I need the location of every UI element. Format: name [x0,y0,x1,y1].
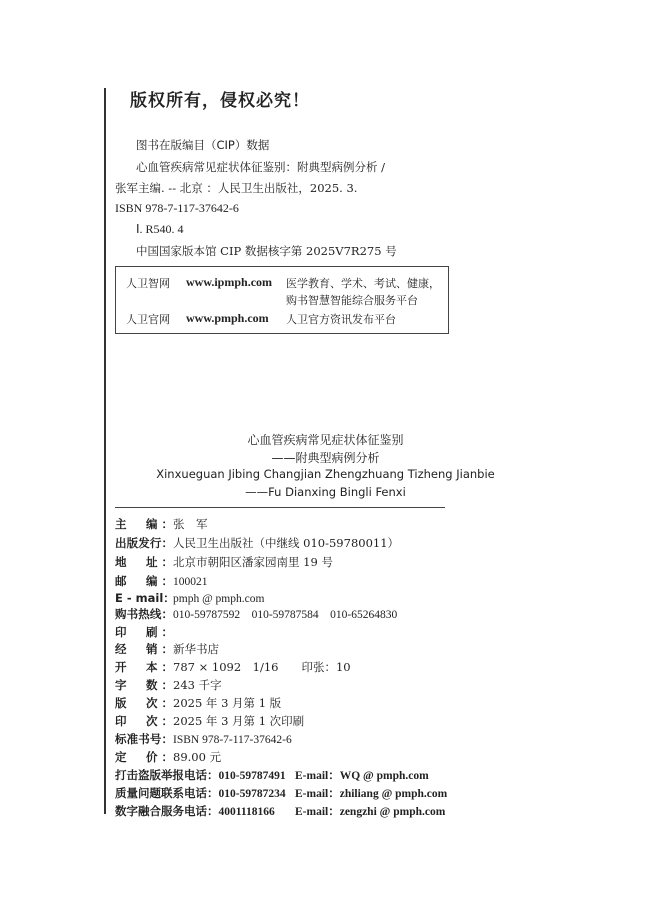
service-name: 人卫官网 [126,313,170,326]
info-value: 北京市朝阳区潘家园南里 19 号 [173,555,333,569]
contact-label: 打击盗版举报电话： [115,768,219,782]
contact-row-quality [115,785,455,801]
info-label: 印 刷： [115,625,173,639]
service-box [115,266,449,334]
info-value: 人民卫生出版社（中继线 010-59780011） [173,536,400,550]
book-subtitle: ——附典型病例分析 [271,451,380,465]
service-name: 人卫智网 [126,277,170,290]
info-value: 89.00 元 [173,750,222,764]
info-divider [115,507,445,508]
info-row-publisher [115,535,399,551]
info-row-format [115,659,351,675]
info-value: 2025 年 3 月第 1 次印刷 [173,714,305,728]
contact-phone: 010-59787491 [218,770,286,782]
info-row-printing [115,713,304,729]
info-label: 出版发行： [115,536,173,550]
info-label: 印 次： [115,714,173,728]
info-value: 2025 年 3 月第 1 版 [173,696,282,710]
book-title: 心血管疾病常见症状体征鉴别 [247,433,404,447]
info-label: 开 本： [115,660,173,674]
info-row-distributor [115,641,219,657]
contact-email[interactable]: E-mail：zengzhi @ pmph.com [295,806,446,818]
info-value: ISBN 978-7-117-37642-6 [173,734,292,746]
info-row-hotline [115,606,397,622]
info-label: 定 价： [115,750,173,764]
cip-line: 中国国家版本馆 CIP 数据核字第 2025V7R275 号 [136,244,397,258]
copyright-notice: 版权所有，侵权必究！ [130,91,310,111]
info-row-postcode [115,573,208,589]
contact-label: 质量问题联系电话： [115,786,219,800]
info-row-edition [115,695,281,711]
contact-phone: 010-59787234 [218,788,286,800]
info-value: 100021 [173,576,208,588]
service-url[interactable]: www.ipmph.com [186,275,273,289]
service-desc: 人卫官方资讯发布平台 [286,313,396,326]
info-row-isbn [115,731,292,747]
info-label: 标准书号： [115,732,173,746]
pinyin-subtitle: ——Fu Dianxing Bingli Fenxi [245,485,406,499]
info-row-price [115,749,221,765]
cip-line: 张军主编. -- 北京 ：人民卫生出版社，2025. 3. [115,181,358,195]
service-desc: 医学教育、学术、考试、健康， [286,277,440,290]
contact-label: 数字融合服务电话： [115,804,219,818]
info-label: 字 数： [115,678,173,692]
info-row-printer [115,624,173,640]
info-label: 地 址： [115,555,173,569]
info-label: E - mail： [115,591,175,605]
info-label: 邮 编： [115,574,173,588]
cip-line: ISBN 978-7-117-37642-6 [115,201,239,215]
contact-row-piracy [115,767,455,783]
info-row-wordcount [115,677,222,693]
info-row-email [115,590,264,606]
service-desc: 购书智慧智能综合服务平台 [286,294,418,307]
cip-line: Ⅰ. R540. 4 [136,222,184,236]
info-value: 010-59787592 010-59787584 010-65264830 [173,609,398,621]
pinyin-title: Xinxueguan Jibing Changjian Zhengzhuang Tizheng Jianbie [156,467,495,481]
service-url[interactable]: www.pmph.com [186,311,269,325]
info-value[interactable]: pmph @ pmph.com [173,593,265,605]
cip-heading: 图书在版编目（CIP）数据 [136,138,270,152]
contact-email[interactable]: E-mail：zhiliang @ pmph.com [295,788,448,800]
info-value: 243 千字 [173,678,222,692]
contact-email[interactable]: E-mail：WQ @ pmph.com [295,770,429,782]
info-value: 张 军 [173,517,208,531]
info-label: 主 编： [115,517,173,531]
info-label: 经 销： [115,642,173,656]
info-value: 787 × 1092 1/16 印张：10 [173,660,351,674]
info-label: 购书热线： [115,607,173,621]
cip-line: 心血管疾病常见症状体征鉴别：附典型病例分析 / [136,160,386,174]
contact-row-digital [115,803,455,819]
contact-phone: 4001118166 [218,806,275,818]
info-row-editor [115,516,208,532]
info-value: 新华书店 [173,642,219,656]
info-row-address [115,554,333,570]
info-label: 版 次： [115,696,173,710]
